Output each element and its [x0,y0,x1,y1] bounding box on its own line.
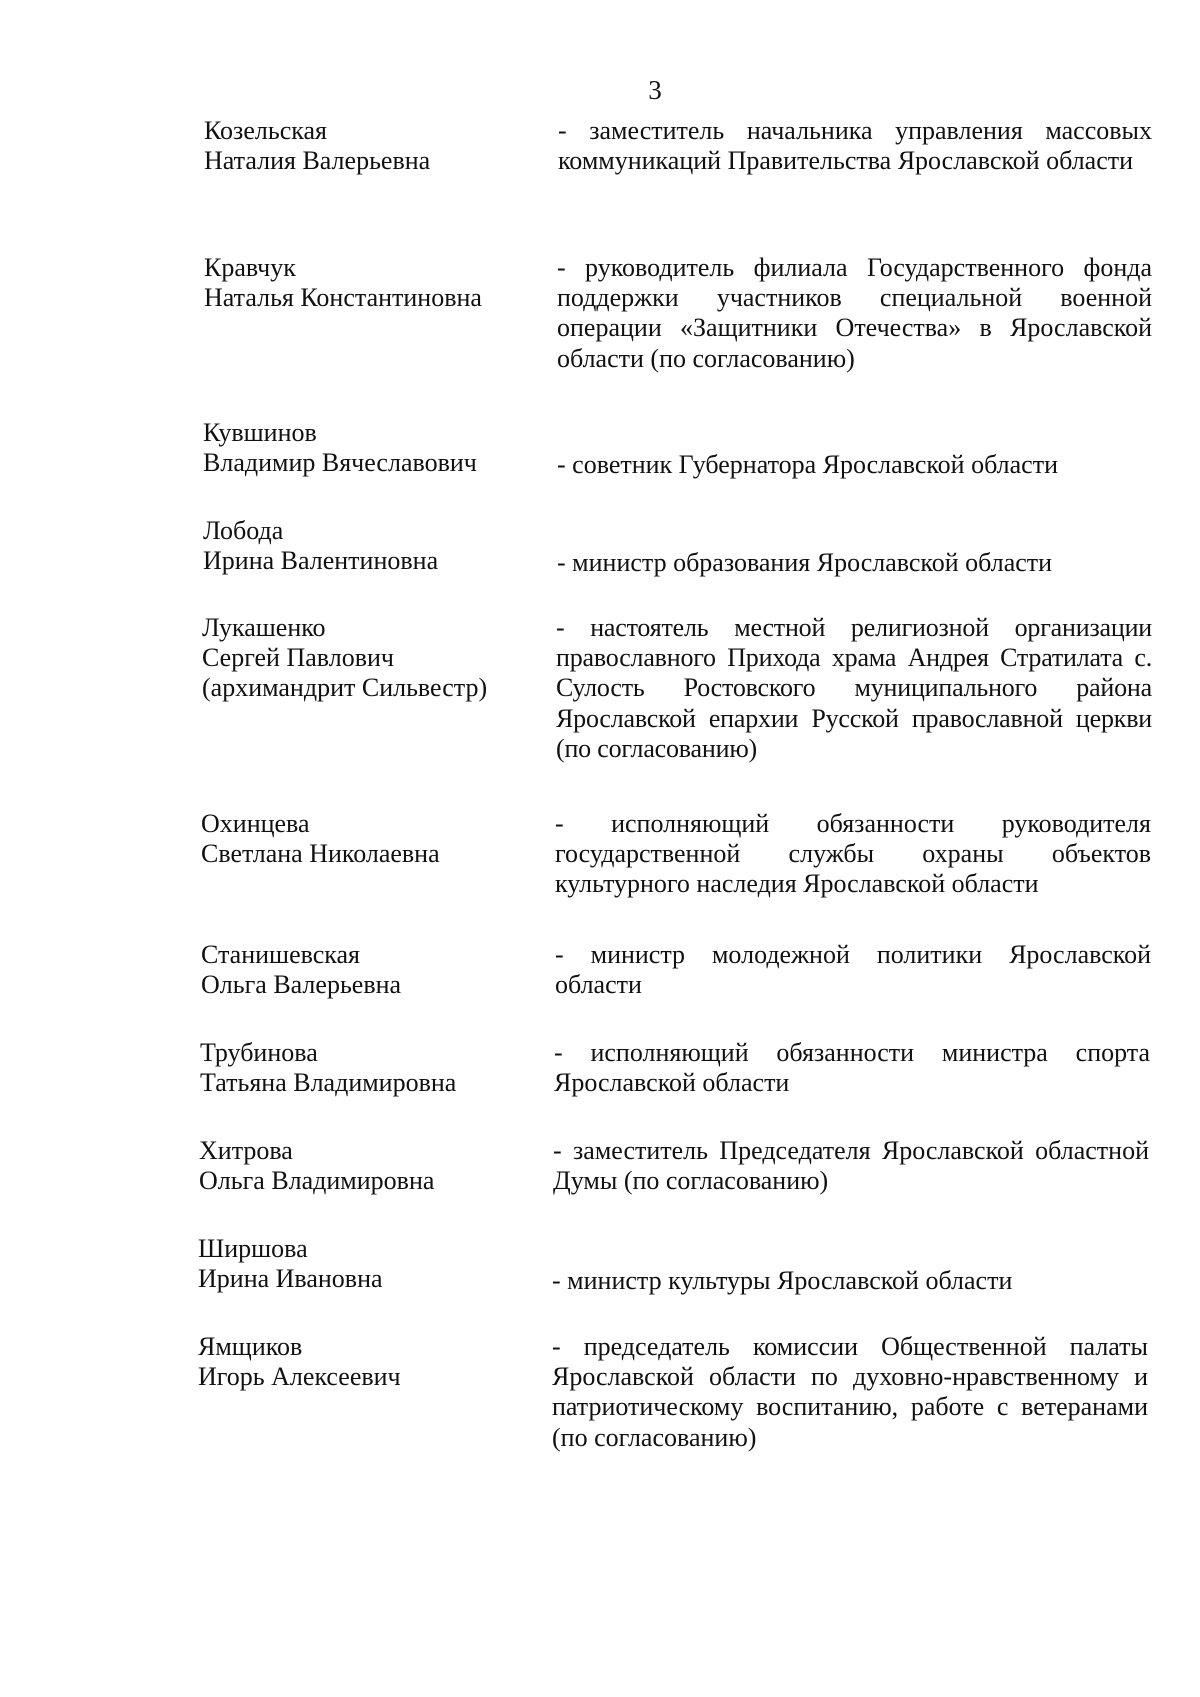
member-given-names: Наталья Константиновна [204,283,482,312]
member-role: - министр молодежной политики Ярославской области [555,940,1151,1000]
member-role: - советник Губернатора Ярославской области [557,450,1058,479]
member-surname: Лобода [203,516,284,545]
member-name [200,1038,530,1098]
member-surname: Трубинова [200,1038,318,1067]
member-surname: Лукашенко [202,613,326,642]
member-role: - настоятель местной религиозной организации православного Прихода храма Андрея Стратилата с. Сулость Ростовского муниципального района Ярославской епархии Русской православной церкви (по согласованию) [556,613,1152,763]
member-surname: Ямщиков [198,1332,303,1361]
member-given-names: Сергей Павлович [202,643,394,672]
member-given-names: Игорь Алексеевич [198,1362,401,1391]
member-name [199,1136,529,1196]
member-given-names: Ольга Владимировна [199,1166,435,1195]
member-name [201,940,531,1000]
member-surname: Охинцева [201,809,310,838]
member-surname: Ширшова [198,1234,308,1263]
member-name [204,116,534,176]
member-name [203,516,533,576]
member-name [201,809,531,869]
member-given-names: Ирина Валентиновна [203,546,439,575]
member-given-names: Светлана Николаевна [201,839,440,868]
member-name [198,1234,528,1294]
member-note: (архимандрит Сильвестр) [202,673,488,702]
member-given-names: Ольга Валерьевна [201,970,402,999]
member-surname: Станишевская [201,940,361,969]
member-role: - министр культуры Ярославской области [552,1266,1013,1295]
member-surname: Кувшинов [203,418,317,447]
member-role: - заместитель Председателя Ярославской областной Думы (по согласованию) [553,1136,1149,1196]
page-number: 3 [648,75,662,105]
member-surname: Хитрова [199,1136,293,1165]
member-name [202,613,547,703]
member-surname: Кравчук [204,253,296,282]
member-role: - министр образования Ярославской области [557,548,1053,577]
member-role: - председатель комиссии Общественной палаты Ярославской области по духовно-нравственному и патриотическому воспитанию, работе с ветеранами (по согласованию) [552,1332,1148,1452]
member-given-names: Ирина Ивановна [198,1264,383,1293]
member-given-names: Владимир Вячеславович [203,448,477,477]
member-role: - исполняющий обязанности министра спорта Ярославской области [554,1038,1150,1098]
member-role: - исполняющий обязанности руководителя государственной службы охраны объектов культурного наследия Ярославской области [555,809,1151,899]
member-name [198,1332,528,1392]
member-surname: Козельская [204,116,327,145]
member-role: - заместитель начальника управления массовых коммуникаций Правительства Ярославской области [558,116,1152,176]
member-name [204,253,534,313]
member-given-names: Татьяна Владимировна [200,1068,457,1097]
member-given-names: Наталия Валерьевна [204,146,431,175]
member-name [203,418,533,478]
member-role: - руководитель филиала Государственного фонда поддержки участников специальной военной операции «Защитники Отечества» в Ярославской области (по согласованию) [557,253,1152,373]
